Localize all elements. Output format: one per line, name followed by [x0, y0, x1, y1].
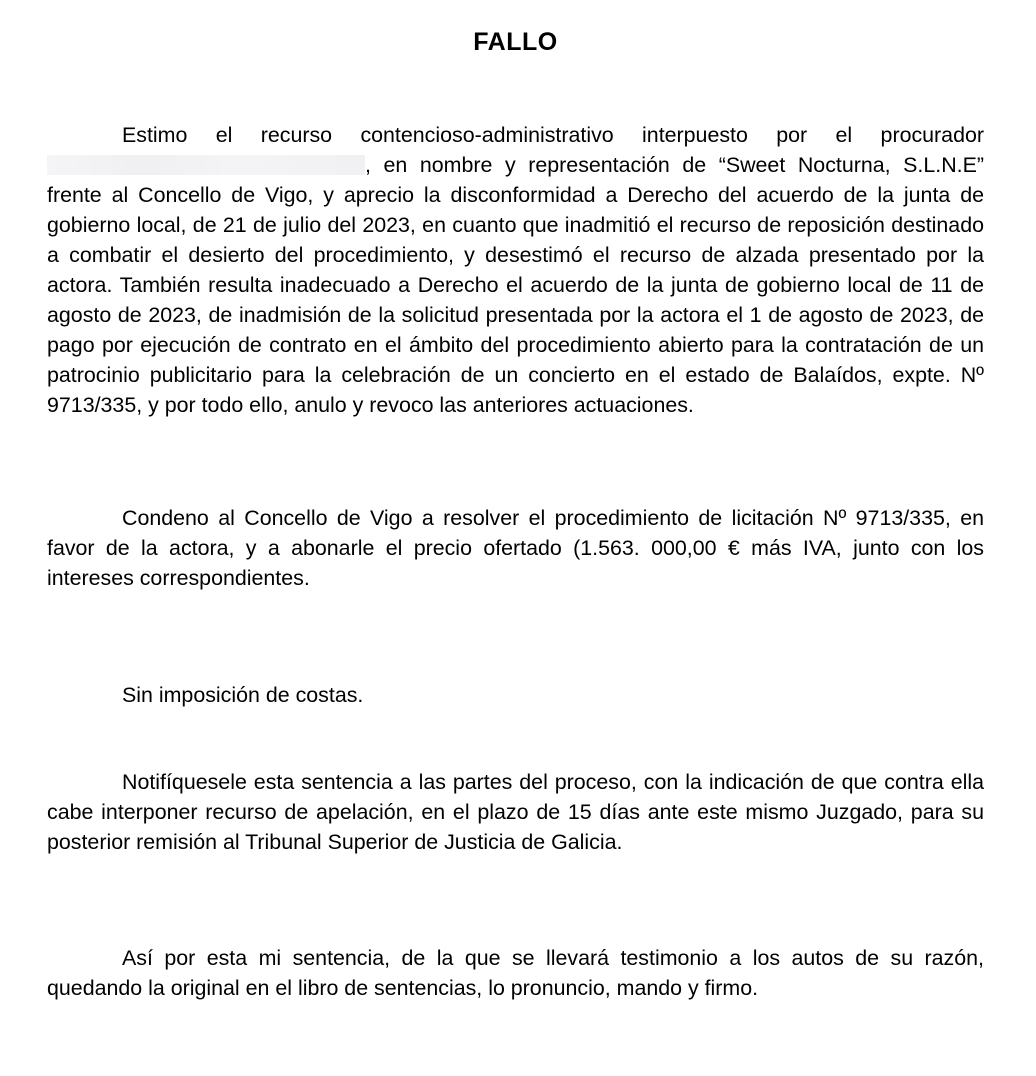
redacted-name	[47, 155, 365, 175]
document-title: FALLO	[473, 28, 558, 56]
paragraph-notification: Notifíquesele esta sentencia a las partes del proceso, con la indicación de que contra ella cabe interponer recurso de apelación, en el plazo de 15 días ante este mismo Juzgado, para su posterior remisión al Tribunal Superior de Justicia de Galicia.	[47, 770, 984, 854]
paragraph-condemnation: Condeno al Concello de Vigo a resolver el procedimiento de licitación Nº 9713/335, en favor de la actora, y a abonarle el precio ofertado (1.563. 000,00 € más IVA, junto con los intereses correspondientes.	[47, 506, 984, 590]
document-page	[47, 0, 984, 1076]
paragraph-ruling	[47, 120, 984, 420]
paragraph-closing: Así por esta mi sentencia, de la que se llevará testimonio a los autos de su razón, quedando la original en el libro de sentencias, lo pronuncio, mando y firmo.	[47, 946, 984, 1000]
paragraph-costs: Sin imposición de costas.	[122, 683, 364, 707]
paragraph-ruling-start: Estimo el recurso contencioso-administrativo interpuesto por el procurador	[122, 123, 984, 147]
paragraph-ruling-rest: , en nombre y representación de “Sweet Nocturna, S.L.N.E” frente al Concello de Vigo, y aprecio la disconformidad a Derecho del acuerdo de la junta de gobierno local, de 21 de julio del 2023, en cuanto que inadmitió el recurso de reposición destinado a combatir el desierto del procedimiento, y desestimó el recurso de alzada presentado por la actora. También resulta inadecuado a Derecho el acuerdo de la junta de gobierno local de 11 de agosto de 2023, de inadmisión de la solicitud presentada por la actora el 1 de agosto de 2023, de pago por ejecución de contrato en el ámbito del procedimiento abierto para la contratación de un patrocinio publicitario para la celebración de un concierto en el estado de Balaídos, expte. Nº 9713/335, y por todo ello, anulo y revoco las anteriores actuaciones.	[47, 153, 984, 417]
